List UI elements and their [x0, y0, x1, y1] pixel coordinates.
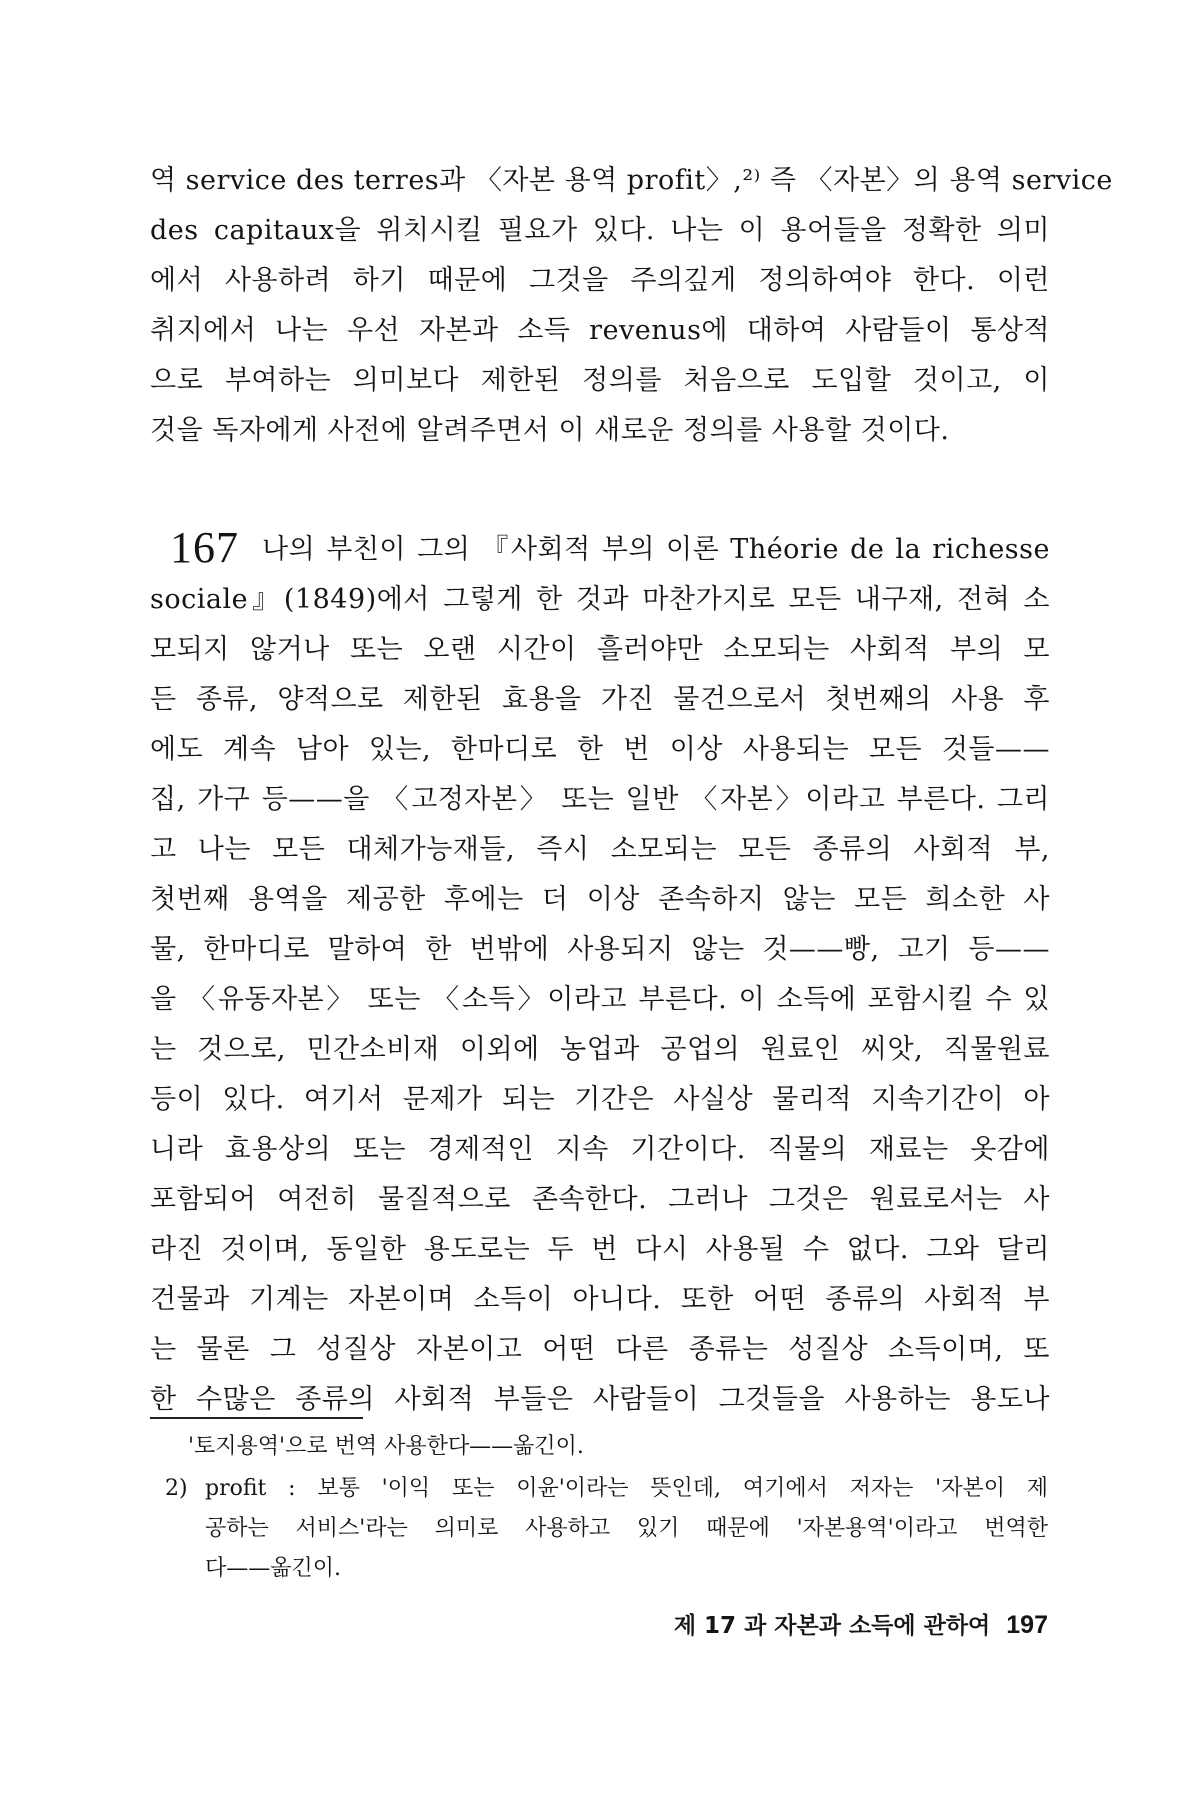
footnote-line: profit : 보통 '이익 또는 이윤'이라는 뜻인데, 여기에서 저자는 '자본이 제 [205, 1476, 1048, 1501]
footnote-continuation: '토지용역'으로 번역 사용한다——옮긴이. [188, 1434, 584, 1459]
page-footer [598, 1605, 1048, 1646]
text-line: 한 수많은 종류의 사회적 부들은 사람들이 그것들을 사용하는 용도나 [150, 1384, 1050, 1415]
text-line: sociale』(1849)에서 그렇게 한 것과 마찬가지로 모든 내구재, 전혀 소 [150, 584, 1050, 615]
text-line: 에도 계속 남아 있는, 한마디로 한 번 이상 사용되는 모든 것들—— [150, 734, 1050, 765]
text-line: 라진 것이며, 동일한 용도로는 두 번 다시 사용될 수 없다. 그와 달리 [150, 1234, 1050, 1265]
text-line: 것을 독자에게 사전에 알려주면서 이 새로운 정의를 사용할 것이다. [150, 415, 950, 446]
text-line: 취지에서 나는 우선 자본과 소득 revenus에 대하여 사람들이 통상적 [150, 315, 1050, 346]
footnote-line: 다——옮긴이. [205, 1556, 342, 1581]
text-line: 에서 사용하려 하기 때문에 그것을 주의깊게 정의하여야 한다. 이런 [150, 265, 1050, 296]
text-line: 든 종류, 양적으로 제한된 효용을 가진 물건으로서 첫번째의 사용 후 [150, 684, 1050, 715]
text-line: 첫번째 용역을 제공한 후에는 더 이상 존속하지 않는 모든 희소한 사 [150, 884, 1050, 915]
text-line: 건물과 기계는 자본이며 소득이 아니다. 또한 어떤 종류의 사회적 부 [150, 1284, 1050, 1315]
text-line: des capitaux을 위치시킬 필요가 있다. 나는 이 용어들을 정확한 의미 [150, 215, 1050, 246]
text-line: 역 service des terres과 〈자본 용역 profit〉,²⁾ 즉 〈자본〉의 용역 service [150, 165, 1113, 196]
text-line: 는 것으로, 민간소비재 이외에 농업과 공업의 원료인 씨앗, 직물원료 [150, 1034, 1050, 1065]
footnote-marker: 2) [165, 1476, 188, 1501]
text-line: 집, 가구 등——을 〈고정자본〉 또는 일반 〈자본〉이라고 부른다. 그리 [150, 784, 1050, 815]
page-number: 197 [1006, 1611, 1048, 1639]
running-head: 제 17 과 자본과 소득에 관하여 [673, 1613, 991, 1639]
footnote-divider [150, 1417, 363, 1419]
text-line: 고 나는 모든 대체가능재들, 즉시 소모되는 모든 종류의 사회적 부, [150, 834, 1050, 865]
text-line: 을 〈유동자본〉 또는 〈소득〉이라고 부른다. 이 소득에 포함시킬 수 있 [150, 984, 1050, 1015]
text-line: 나의 부친이 그의 『사회적 부의 이론 Théorie de la richesse [262, 534, 1050, 565]
text-line: 모되지 않거나 또는 오랜 시간이 흘러야만 소모되는 사회적 부의 모 [150, 634, 1050, 665]
section-number: 167 [170, 523, 239, 572]
text-line: 는 물론 그 성질상 자본이고 어떤 다른 종류는 성질상 소득이며, 또 [150, 1334, 1050, 1365]
text-line: 물, 한마디로 말하여 한 번밖에 사용되지 않는 것——빵, 고기 등—— [150, 934, 1050, 965]
text-line: 으로 부여하는 의미보다 제한된 정의를 처음으로 도입할 것이고, 이 [150, 365, 1050, 396]
footnote-line: 공하는 서비스'라는 의미로 사용하고 있기 때문에 '자본용역'이라고 번역한 [205, 1516, 1048, 1541]
text-line: 포함되어 여전히 물질적으로 존속한다. 그러나 그것은 원료로서는 사 [150, 1184, 1050, 1215]
text-line: 니라 효용상의 또는 경제적인 지속 기간이다. 직물의 재료는 옷감에 [150, 1134, 1050, 1165]
text-line: 등이 있다. 여기서 문제가 되는 기간은 사실상 물리적 지속기간이 아 [150, 1084, 1050, 1115]
